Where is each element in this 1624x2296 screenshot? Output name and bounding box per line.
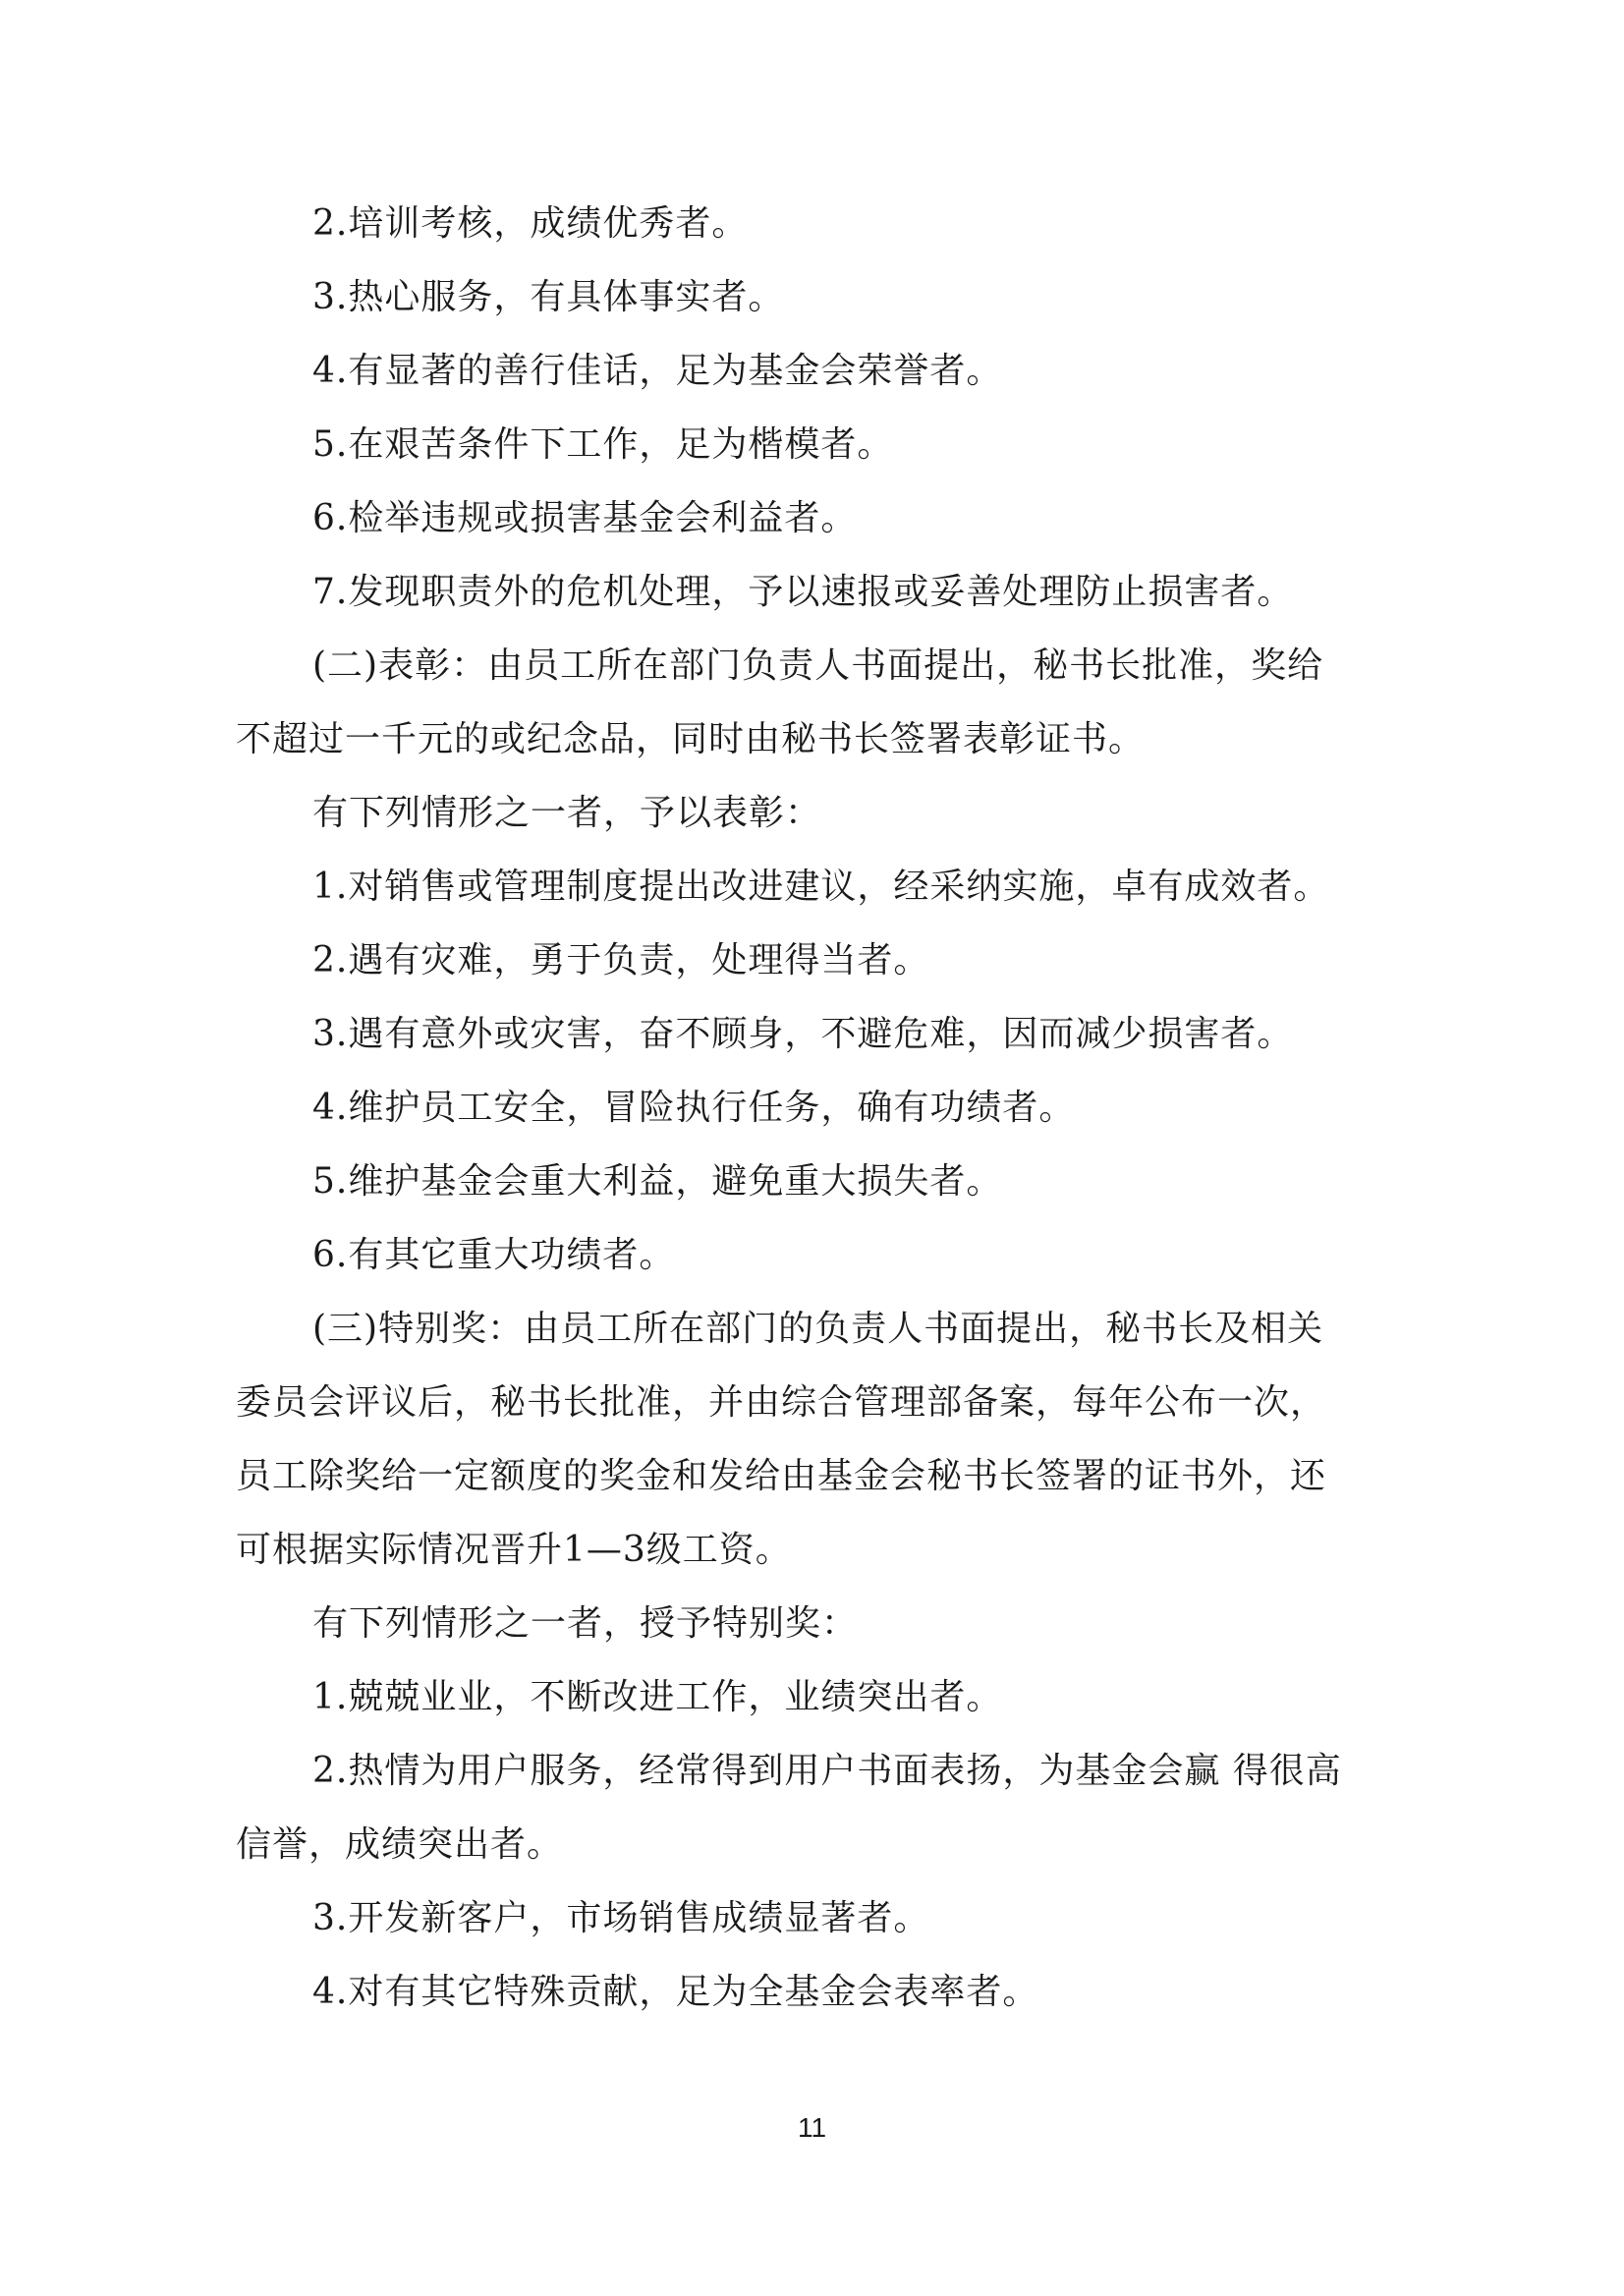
text-line: 2.热情为用户服务，经常得到用户书面表扬，为基金会赢 得很高 — [312, 1751, 1342, 1791]
text-line: 不超过一千元的或纪念品，同时由秘书长签署表彰证书。 — [236, 719, 1146, 759]
text-line: 4.维护员工安全，冒险执行任务，确有功绩者。 — [312, 1088, 1076, 1128]
text-line: 3.热心服务，有具体事实者。 — [312, 277, 785, 317]
text-line: (二)表彰：由员工所在部门负责人书面提出，秘书长批准，奖给 — [312, 645, 1324, 686]
text-line: 员工除奖给一定额度的奖金和发给由基金会秘书长签署的证书外，还 — [236, 1456, 1327, 1496]
text-line: 有下列情形之一者，予以表彰： — [312, 793, 822, 833]
page-number: 11 — [797, 2112, 827, 2143]
text-line: (三)特别奖：由员工所在部门的负责人书面提出，秘书长及相关 — [312, 1309, 1324, 1349]
text-line: 2.培训考核，成绩优秀者。 — [312, 203, 749, 244]
text-line: 信誉，成绩突出者。 — [236, 1824, 564, 1865]
text-line: 1.兢兢业业，不断改进工作，业绩突出者。 — [312, 1677, 1003, 1717]
text-line: 5.在艰苦条件下工作，足为楷模者。 — [312, 424, 894, 465]
text-line: 3.开发新客户，市场销售成绩显著者。 — [312, 1898, 930, 1938]
text-line: 3.遇有意外或灾害，奋不顾身，不避危难，因而减少损害者。 — [312, 1014, 1294, 1054]
text-line: 7.发现职责外的危机处理，予以速报或妥善处理防止损害者。 — [312, 572, 1294, 612]
text-line: 4.对有其它特殊贡献，足为全基金会表率者。 — [312, 1972, 1039, 2012]
text-line: 4.有显著的善行佳话，足为基金会荣誉者。 — [312, 351, 1003, 391]
text-line: 6.有其它重大功绩者。 — [312, 1235, 676, 1275]
document-body — [236, 187, 1410, 2029]
text-line: 6.检举违规或损害基金会利益者。 — [312, 498, 858, 538]
text-line: 可根据实际情况晋升1—3级工资。 — [236, 1530, 792, 1570]
text-line: 委员会评议后，秘书长批准，并由综合管理部备案，每年公布一次， — [236, 1382, 1327, 1423]
text-line: 2.遇有灾难，勇于负责，处理得当者。 — [312, 940, 930, 980]
text-line: 5.维护基金会重大利益，避免重大损失者。 — [312, 1161, 1003, 1202]
text-line: 有下列情形之一者，授予特别奖： — [312, 1603, 859, 1644]
text-line: 1.对销售或管理制度提出改进建议，经采纳实施，卓有成效者。 — [312, 867, 1330, 907]
